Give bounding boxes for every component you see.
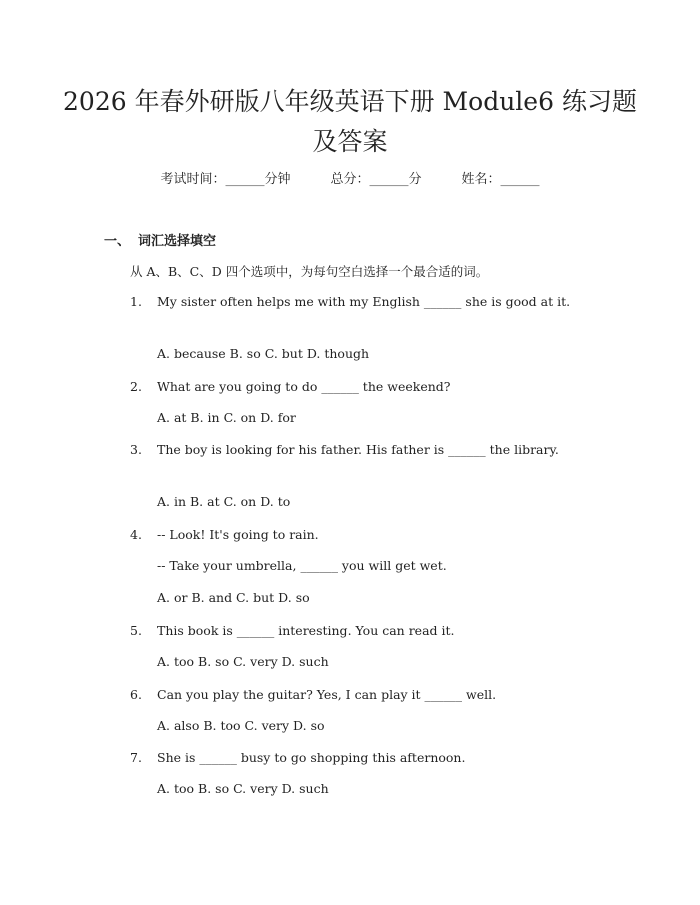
- question-number: 4.: [130, 527, 142, 542]
- question-text: She is ______ busy to go shopping this afternoon.: [157, 750, 466, 765]
- question-4-options: A. or B. and C. but D. so: [157, 590, 310, 605]
- question-text: Can you play the guitar? Yes, I can play it ______ well.: [157, 687, 497, 702]
- question-7-options: A. too B. so C. very D. such: [157, 781, 329, 796]
- question-text: This book is ______ interesting. You can read it.: [157, 623, 455, 638]
- question-1: [103, 291, 593, 312]
- question-2: [103, 376, 593, 397]
- question-number: 3.: [130, 442, 142, 457]
- exam-info: [0, 168, 700, 187]
- question-7: [103, 747, 593, 768]
- question-1-options: A. because B. so C. but D. though: [157, 346, 370, 361]
- instructions: 从 A、B、C、D 四个选项中，为每句空白选择一个最合适的词。: [130, 264, 489, 279]
- question-number: 1.: [130, 294, 142, 309]
- question-number: 6.: [130, 687, 142, 702]
- question-number: 5.: [130, 623, 142, 638]
- question-3: [103, 439, 593, 460]
- question-5-options: A. too B. so C. very D. such: [157, 654, 329, 669]
- exam-score: 总分：______分: [330, 172, 422, 187]
- question-text: My sister often helps me with my English ______ she is good at it.: [157, 294, 571, 309]
- question-number: 2.: [130, 379, 142, 394]
- question-text: What are you going to do ______ the weekend?: [157, 379, 451, 394]
- question-text: The boy is looking for his father. His father is ______ the library.: [157, 442, 559, 457]
- question-3-options: A. in B. at C. on D. to: [157, 494, 291, 509]
- section-title: 词汇选择填空: [138, 234, 217, 249]
- page-title: 2026 年春外研版八年级英语下册 Module6 练习题及答案: [63, 87, 637, 156]
- question-6: [103, 684, 593, 705]
- question-number: 7.: [130, 750, 142, 765]
- question-4: [103, 524, 593, 545]
- exam-time: 考试时间：______分钟: [160, 172, 291, 187]
- question-2-options: A. at B. in C. on D. for: [157, 410, 296, 425]
- question-5: [103, 620, 593, 641]
- section-heading: [104, 230, 216, 249]
- student-name: 姓名：______: [461, 172, 540, 187]
- question-4-reply: -- Take your umbrella, ______ you will get wet.: [157, 558, 447, 573]
- question-6-options: A. also B. too C. very D. so: [157, 718, 325, 733]
- section-number: 一、: [104, 234, 131, 249]
- question-text: -- Look! It's going to rain.: [157, 527, 319, 542]
